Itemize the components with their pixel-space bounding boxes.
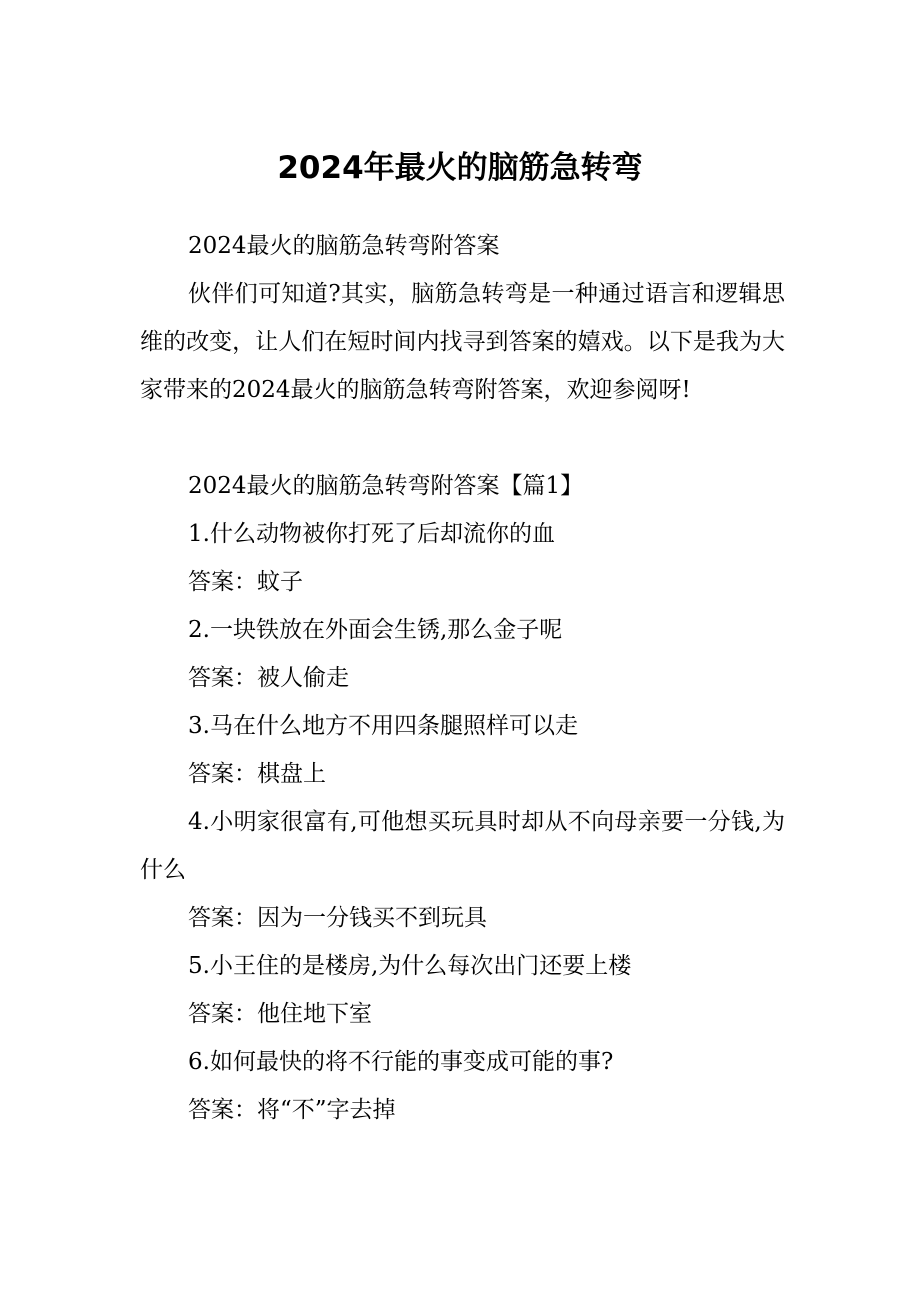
- answer-3: 答案：棋盘上: [188, 761, 326, 787]
- answer-4: 答案：因为一分钱买不到玩具: [188, 905, 487, 931]
- document-title: 2024年最火的脑筋急转弯: [277, 150, 643, 186]
- answer-2: 答案：被人偷走: [188, 665, 349, 691]
- section-heading: 2024最火的脑筋急转弯附答案【篇1】: [188, 473, 584, 499]
- question-2: 2.一块铁放在外面会生锈,那么金子呢: [188, 617, 563, 643]
- answer-1: 答案：蚊子: [188, 569, 303, 595]
- question-6: 6.如何最快的将不行能的事变成可能的事?: [188, 1049, 614, 1075]
- answer-6: 答案：将“不”字去掉: [188, 1097, 396, 1123]
- question-4: 4.小明家很富有,可他想买玩具时却从不向母亲要一分钱,为什么: [140, 809, 785, 883]
- question-1: 1.什么动物被你打死了后却流你的血: [188, 521, 555, 547]
- document-body: [140, 222, 785, 1134]
- paragraph-spacer: [140, 414, 785, 462]
- subtitle-paragraph: 2024最火的脑筋急转弯附答案: [188, 233, 500, 259]
- intro-paragraph: 伙伴们可知道?其实，脑筋急转弯是一种通过语言和逻辑思维的改变，让人们在短时间内找寻到答案的嬉戏。以下是我为大家带来的2024最火的脑筋急转弯附答案，欢迎参阅呀!: [140, 281, 785, 403]
- answer-5: 答案：他住地下室: [188, 1001, 372, 1027]
- question-5: 5.小王住的是楼房,为什么每次出门还要上楼: [188, 953, 632, 979]
- question-3: 3.马在什么地方不用四条腿照样可以走: [188, 713, 578, 739]
